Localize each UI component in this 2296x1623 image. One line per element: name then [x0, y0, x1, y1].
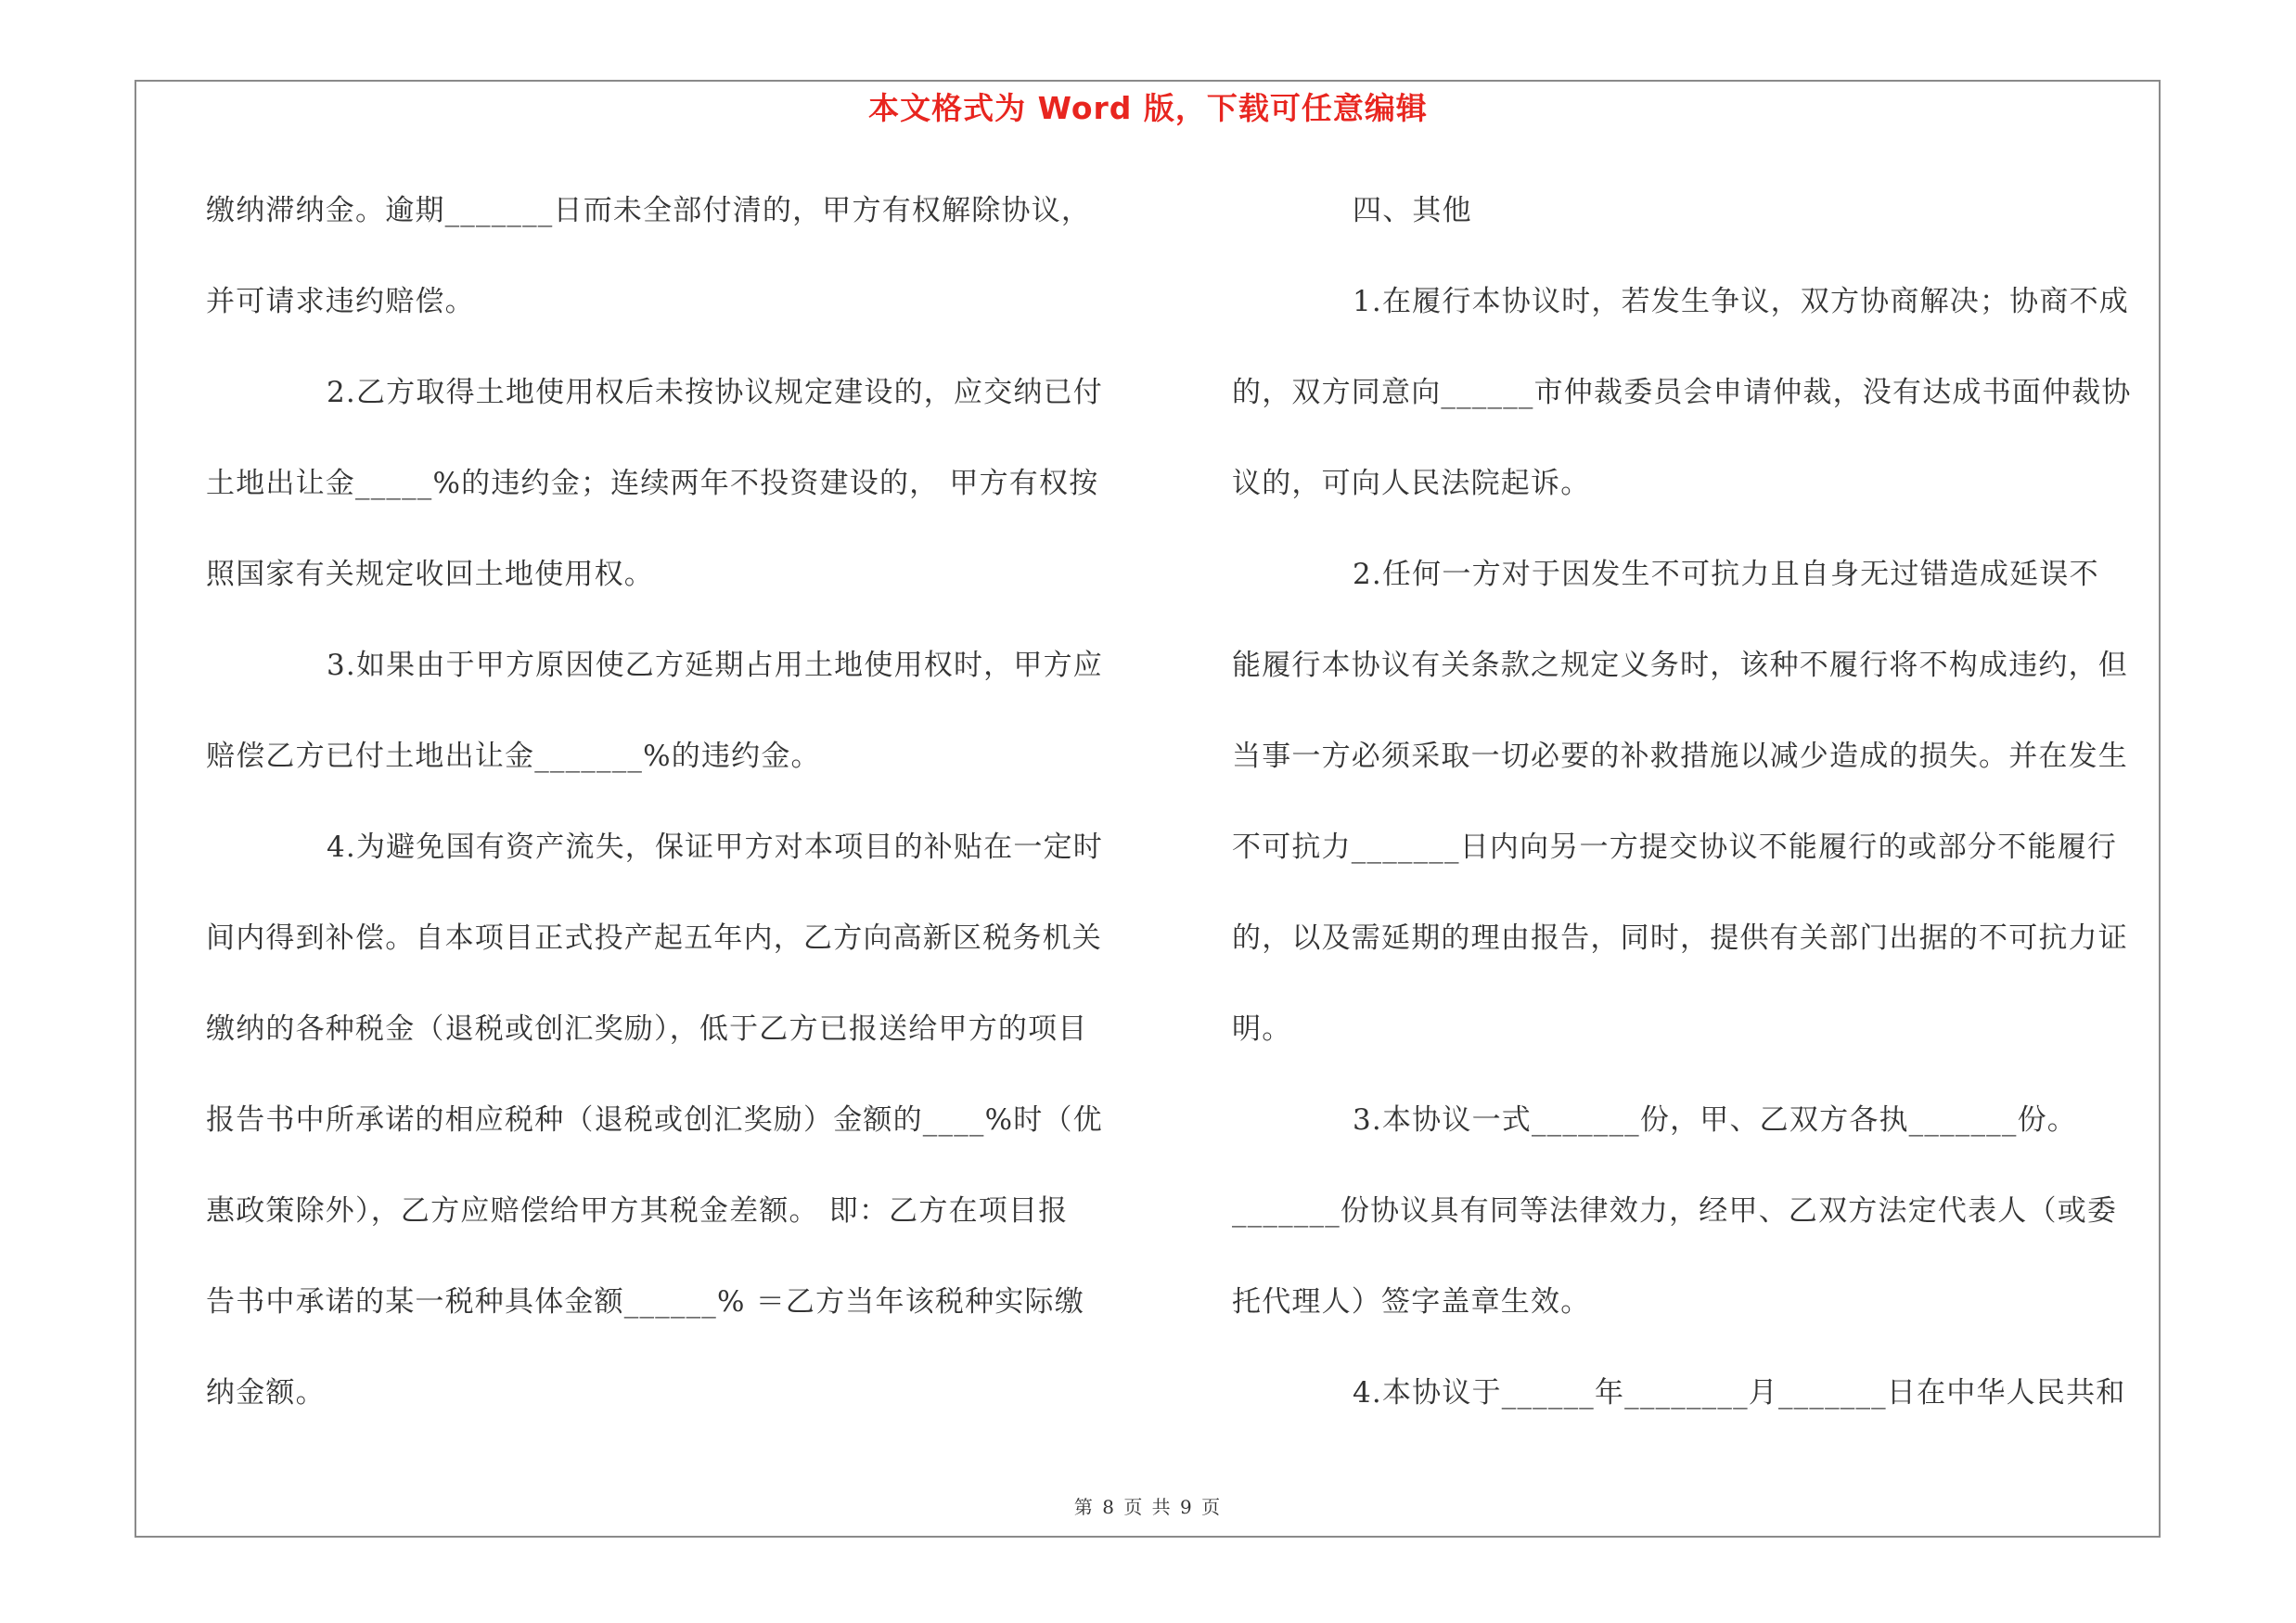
clause-1-start: 1.在履行本协议时，若发生争议，双方协商解决；协商不成 [1353, 285, 2129, 318]
text-line: 能履行本协议有关条款之规定义务时，该种不履行将不构成违约，但 [1232, 649, 2128, 682]
text-line: 间内得到补偿。自本项目正式投产起五年内，乙方向高新区税务机关 [206, 921, 1102, 955]
clause-2-start: 2.乙方取得土地使用权后未按协议规定建设的，应交纳已付 [327, 376, 1103, 409]
clause-3-start: 3.如果由于甲方原因使乙方延期占用土地使用权时，甲方应 [327, 649, 1103, 682]
text-line: 赔偿乙方已付土地出让金_______%的违约金。 [206, 740, 821, 773]
text-line: 明。 [1232, 1012, 1292, 1046]
format-notice-banner: 本文格式为 Word 版，下载可任意编辑 [868, 90, 1428, 126]
text-line: 托代理人）签字盖章生效。 [1232, 1285, 1591, 1319]
text-line: _______份协议具有同等法律效力，经甲、乙双方法定代表人（或委 [1232, 1194, 2118, 1228]
text-line: 议的，可向人民法院起诉。 [1232, 467, 1591, 500]
clause-3-start: 3.本协议一式_______份，甲、乙双方各执_______份。 [1353, 1103, 2077, 1137]
text-line: 不可抗力_______日内向另一方提交协议不能履行的或部分不能履行 [1232, 831, 2118, 864]
text-line: 告书中承诺的某一税种具体金额______% ＝乙方当年该税种实际缴 [206, 1285, 1084, 1319]
page-number-footer: 第 8 页 共 9 页 [1073, 1496, 1223, 1518]
text-line: 当事一方必须采取一切必要的补救措施以减少造成的损失。并在发生 [1232, 740, 2128, 773]
text-line: 惠政策除外），乙方应赔偿给甲方其税金差额。 即：乙方在项目报 [206, 1194, 1069, 1228]
text-line: 的，双方同意向______市仲裁委员会申请仲裁，没有达成书面仲裁协 [1232, 376, 2132, 409]
text-line: 的，以及需延期的理由报告，同时，提供有关部门出据的不可抗力证 [1232, 921, 2128, 955]
text-line: 土地出让金_____%的违约金；连续两年不投资建设的， 甲方有权按 [206, 467, 1099, 500]
text-line: 缴纳滞纳金。逾期_______日而未全部付清的，甲方有权解除协议， [206, 194, 1092, 227]
clause-2-start: 2.任何一方对于因发生不可抗力且自身无过错造成延误不 [1353, 558, 2099, 591]
clause-4-start: 4.本协议于______年________月_______日在中华人民共和 [1353, 1376, 2126, 1410]
left-text-column [206, 183, 1124, 1456]
right-text-column [1232, 183, 2150, 1456]
text-line: 纳金额。 [206, 1376, 326, 1410]
text-line: 报告书中所承诺的相应税种（退税或创汇奖励）金额的____%时（优 [206, 1103, 1103, 1137]
text-line: 缴纳的各种税金（退税或创汇奖励），低于乙方已报送给甲方的项目 [206, 1012, 1088, 1046]
text-line: 照国家有关规定收回土地使用权。 [206, 558, 654, 591]
section-heading-other: 四、其他 [1353, 194, 1472, 227]
text-line: 并可请求违约赔偿。 [206, 285, 475, 318]
clause-4-start: 4.为避免国有资产流失，保证甲方对本项目的补贴在一定时 [327, 831, 1103, 864]
